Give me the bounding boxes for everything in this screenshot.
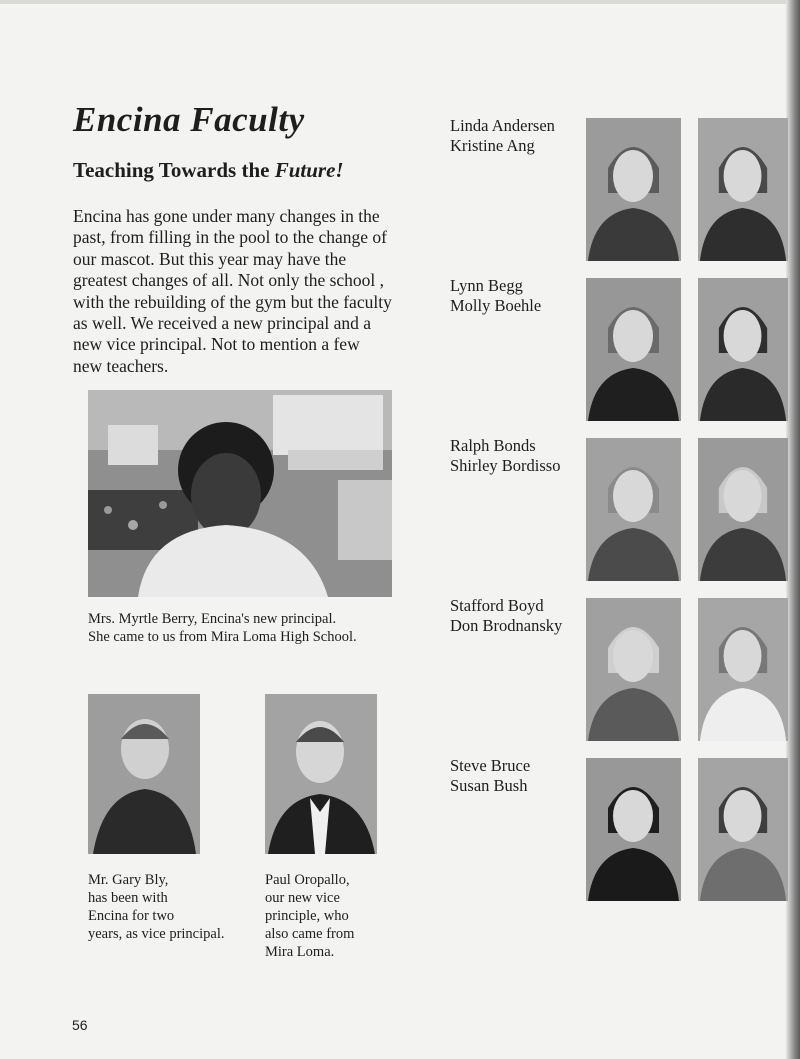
vice-principal-photo-2 <box>265 694 377 854</box>
caption-line: has been with <box>88 890 168 906</box>
faculty-name: Lynn Begg <box>450 276 523 295</box>
caption-line: Encina for two <box>88 908 175 924</box>
caption-line: Paul Oropallo, <box>265 872 350 888</box>
faculty-name: Susan Bush <box>450 776 528 795</box>
faculty-portrait <box>586 758 681 901</box>
caption-line: years, as vice principal. <box>88 926 225 942</box>
faculty-names-row-3 <box>450 436 560 476</box>
page-top-edge <box>0 0 800 4</box>
page-title: Encina Faculty <box>73 100 305 139</box>
page-subtitle <box>73 158 344 183</box>
faculty-portrait <box>698 758 788 901</box>
vice-principal-photo-1 <box>88 694 200 854</box>
subtitle-emphasis: Future! <box>274 158 344 182</box>
caption-line: our new vice <box>265 890 340 906</box>
caption-line: Mr. Gary Bly, <box>88 872 169 888</box>
faculty-name: Linda Andersen <box>450 116 555 135</box>
faculty-names-row-2 <box>450 276 541 316</box>
faculty-portrait <box>698 598 788 741</box>
faculty-name: Kristine Ang <box>450 136 535 155</box>
caption-line: Mira Loma. <box>265 944 335 960</box>
faculty-portrait <box>698 118 788 261</box>
principal-caption-line: Mrs. Myrtle Berry, Encina's new principal. <box>88 611 337 627</box>
faculty-name: Molly Boehle <box>450 296 542 315</box>
faculty-portrait <box>698 438 788 581</box>
faculty-portrait <box>586 278 681 421</box>
subtitle-main: Teaching Towards the <box>73 158 275 182</box>
caption-line: also came from <box>265 926 355 942</box>
faculty-name: Steve Bruce <box>450 756 531 775</box>
faculty-portrait <box>586 598 681 741</box>
faculty-portrait <box>586 438 681 581</box>
faculty-names-row-1 <box>450 116 555 156</box>
intro-paragraph: Encina has gone under many changes in the past, from filling in the pool to the change of our mascot. But this year may have the greatest changes of all. Not only the school , with the rebuilding of the gym but the faculty as well. We received a new principal and a new vice principal. Not to mention a few new teachers. <box>73 206 392 376</box>
faculty-name: Shirley Bordisso <box>450 456 561 475</box>
faculty-portrait <box>586 118 681 261</box>
vice-principal-caption-1 <box>88 871 248 943</box>
page-number: 56 <box>72 1017 88 1033</box>
faculty-names-row-4 <box>450 596 562 636</box>
faculty-names-row-5 <box>450 756 530 796</box>
faculty-name: Stafford Boyd <box>450 596 544 615</box>
faculty-portrait <box>698 278 788 421</box>
book-spine-shadow <box>786 0 800 1059</box>
principal-caption-line: She came to us from Mira Loma High School. <box>88 629 357 645</box>
vice-principal-caption-2 <box>265 871 395 961</box>
faculty-name: Ralph Bonds <box>450 436 536 455</box>
principal-caption <box>88 610 408 646</box>
faculty-name: Don Brodnansky <box>450 616 563 635</box>
caption-line: principle, who <box>265 908 349 924</box>
principal-photo <box>88 390 392 597</box>
